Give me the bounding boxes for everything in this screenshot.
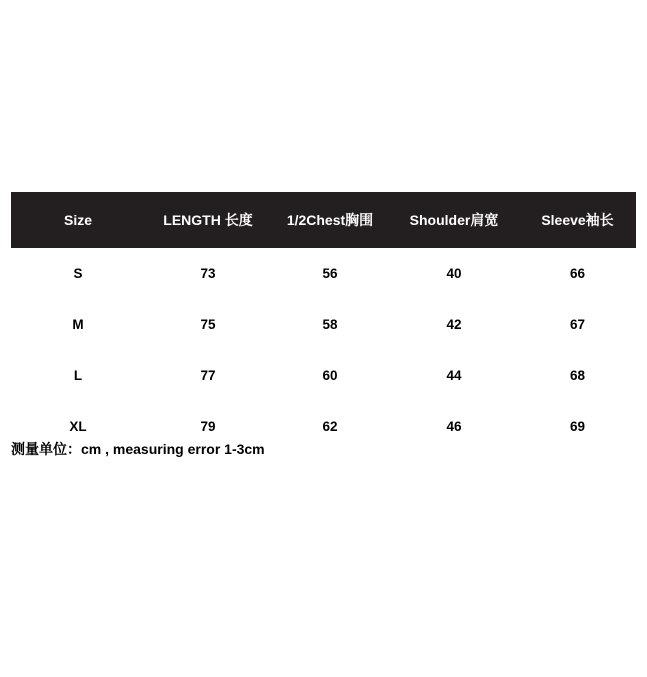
cell-shoulder: 42: [389, 299, 519, 350]
cell-length: 77: [145, 350, 271, 401]
measurement-note: 测量单位：cm , measuring error 1-3cm: [11, 441, 265, 457]
cell-size: L: [11, 350, 145, 401]
cell-length: 73: [145, 248, 271, 299]
cell-chest: 56: [271, 248, 389, 299]
cell-shoulder: 46: [389, 401, 519, 452]
cell-sleeve: 69: [519, 401, 636, 452]
size-table: [11, 192, 636, 452]
cell-chest: 62: [271, 401, 389, 452]
cell-sleeve: 66: [519, 248, 636, 299]
table-header: [11, 192, 636, 248]
size-chart: [11, 192, 636, 452]
cell-length: 75: [145, 299, 271, 350]
cell-size: S: [11, 248, 145, 299]
table-row: [11, 248, 636, 299]
table-body: [11, 248, 636, 452]
column-header-sleeve: Sleeve袖长: [541, 212, 614, 228]
cell-shoulder: 44: [389, 350, 519, 401]
cell-sleeve: 68: [519, 350, 636, 401]
cell-chest: 58: [271, 299, 389, 350]
column-header-size: Size: [63, 212, 92, 228]
column-header-chest: 1/2Chest胸围: [286, 212, 374, 228]
table-header-row: [11, 192, 636, 248]
table-row: [11, 299, 636, 350]
column-header-length: LENGTH 长度: [163, 212, 253, 228]
cell-length: 79: [145, 401, 271, 452]
cell-sleeve: 67: [519, 299, 636, 350]
cell-shoulder: 40: [389, 248, 519, 299]
cell-size: M: [11, 299, 145, 350]
table-row: [11, 350, 636, 401]
column-header-shoulder: Shoulder肩宽: [409, 212, 499, 228]
cell-chest: 60: [271, 350, 389, 401]
cell-size: XL: [11, 401, 145, 452]
